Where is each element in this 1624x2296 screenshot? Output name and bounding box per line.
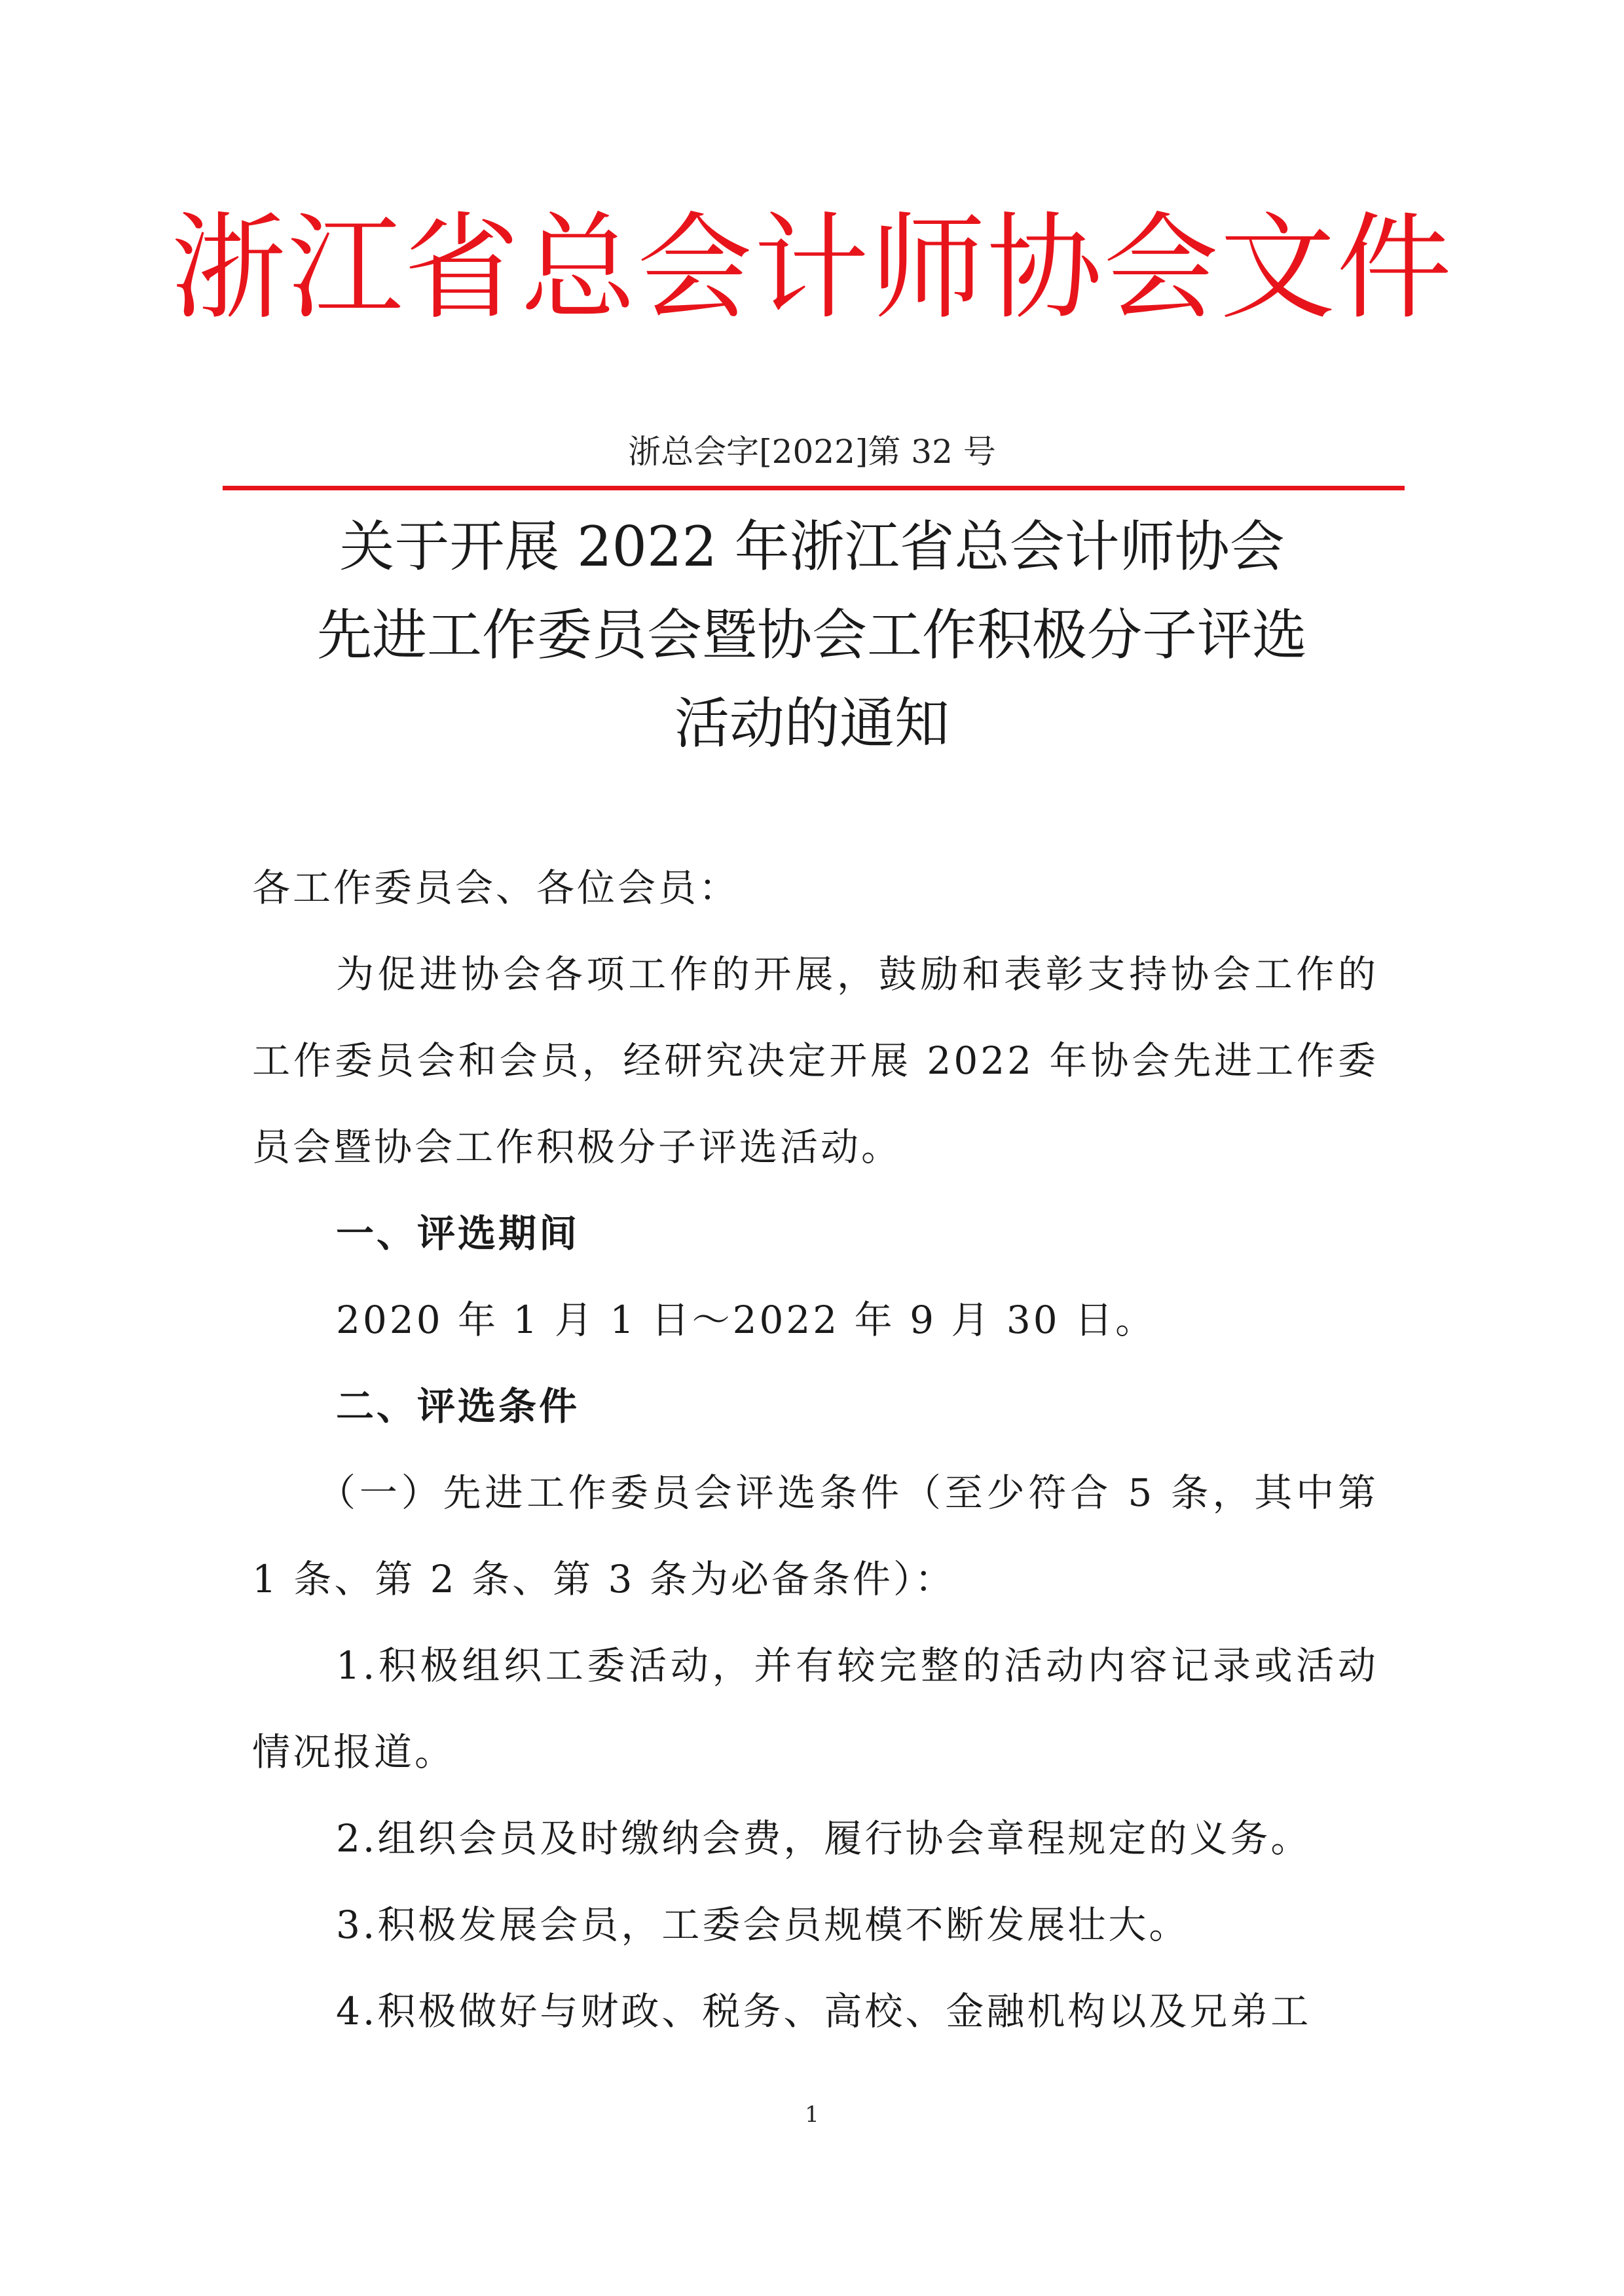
notice-title-line-2: 先进工作委员会暨协会工作积极分子评选	[316, 603, 1307, 667]
evaluation-period-text: 2020 年 1 月 1 日～2022 年 9 月 30 日。	[336, 1298, 1156, 1342]
red-divider-line	[223, 486, 1405, 490]
criteria-item-1: 1.积极组织工委活动，并有较完整的活动内容记录或活动情况报道。	[252, 1643, 1378, 1774]
criteria-item-2: 2.组织会员及时缴纳会费，履行协会章程规定的义务。	[336, 1816, 1312, 1861]
page-number: 1	[805, 2102, 819, 2128]
criteria-item-3: 3.积极发展会员，工委会员规模不断发展壮大。	[336, 1903, 1190, 1947]
section-heading-evaluation-criteria: 二、评选条件	[336, 1384, 580, 1429]
salutation: 各工作委员会、各位会员：	[252, 866, 740, 910]
document-masthead: 浙江省总会计师协会文件	[170, 201, 1453, 335]
section-heading-evaluation-period: 一、评选期间	[336, 1211, 580, 1256]
notice-title-line-1: 关于开展 2022 年浙江省总会计师协会	[339, 515, 1285, 579]
criteria-item-4: 4.积极做好与财政、税务、高校、金融机构以及兄弟工	[336, 1989, 1312, 2033]
intro-paragraph: 为促进协会各项工作的开展，鼓励和表彰支持协会工作的工作委员会和会员，经研究决定开展 2022 年协会先进工作委员会暨协会工作积极分子评选活动。	[252, 952, 1378, 1169]
criteria-subsection-1: （一）先进工作委员会评选条件（至少符合 5 条，其中第 1 条、第 2 条、第 3 条为必备条件）：	[252, 1470, 1378, 1601]
document-number: 浙总会字[2022]第 32 号	[628, 433, 996, 471]
notice-title-line-3: 活动的通知	[674, 691, 950, 756]
notice-title	[0, 503, 1624, 768]
